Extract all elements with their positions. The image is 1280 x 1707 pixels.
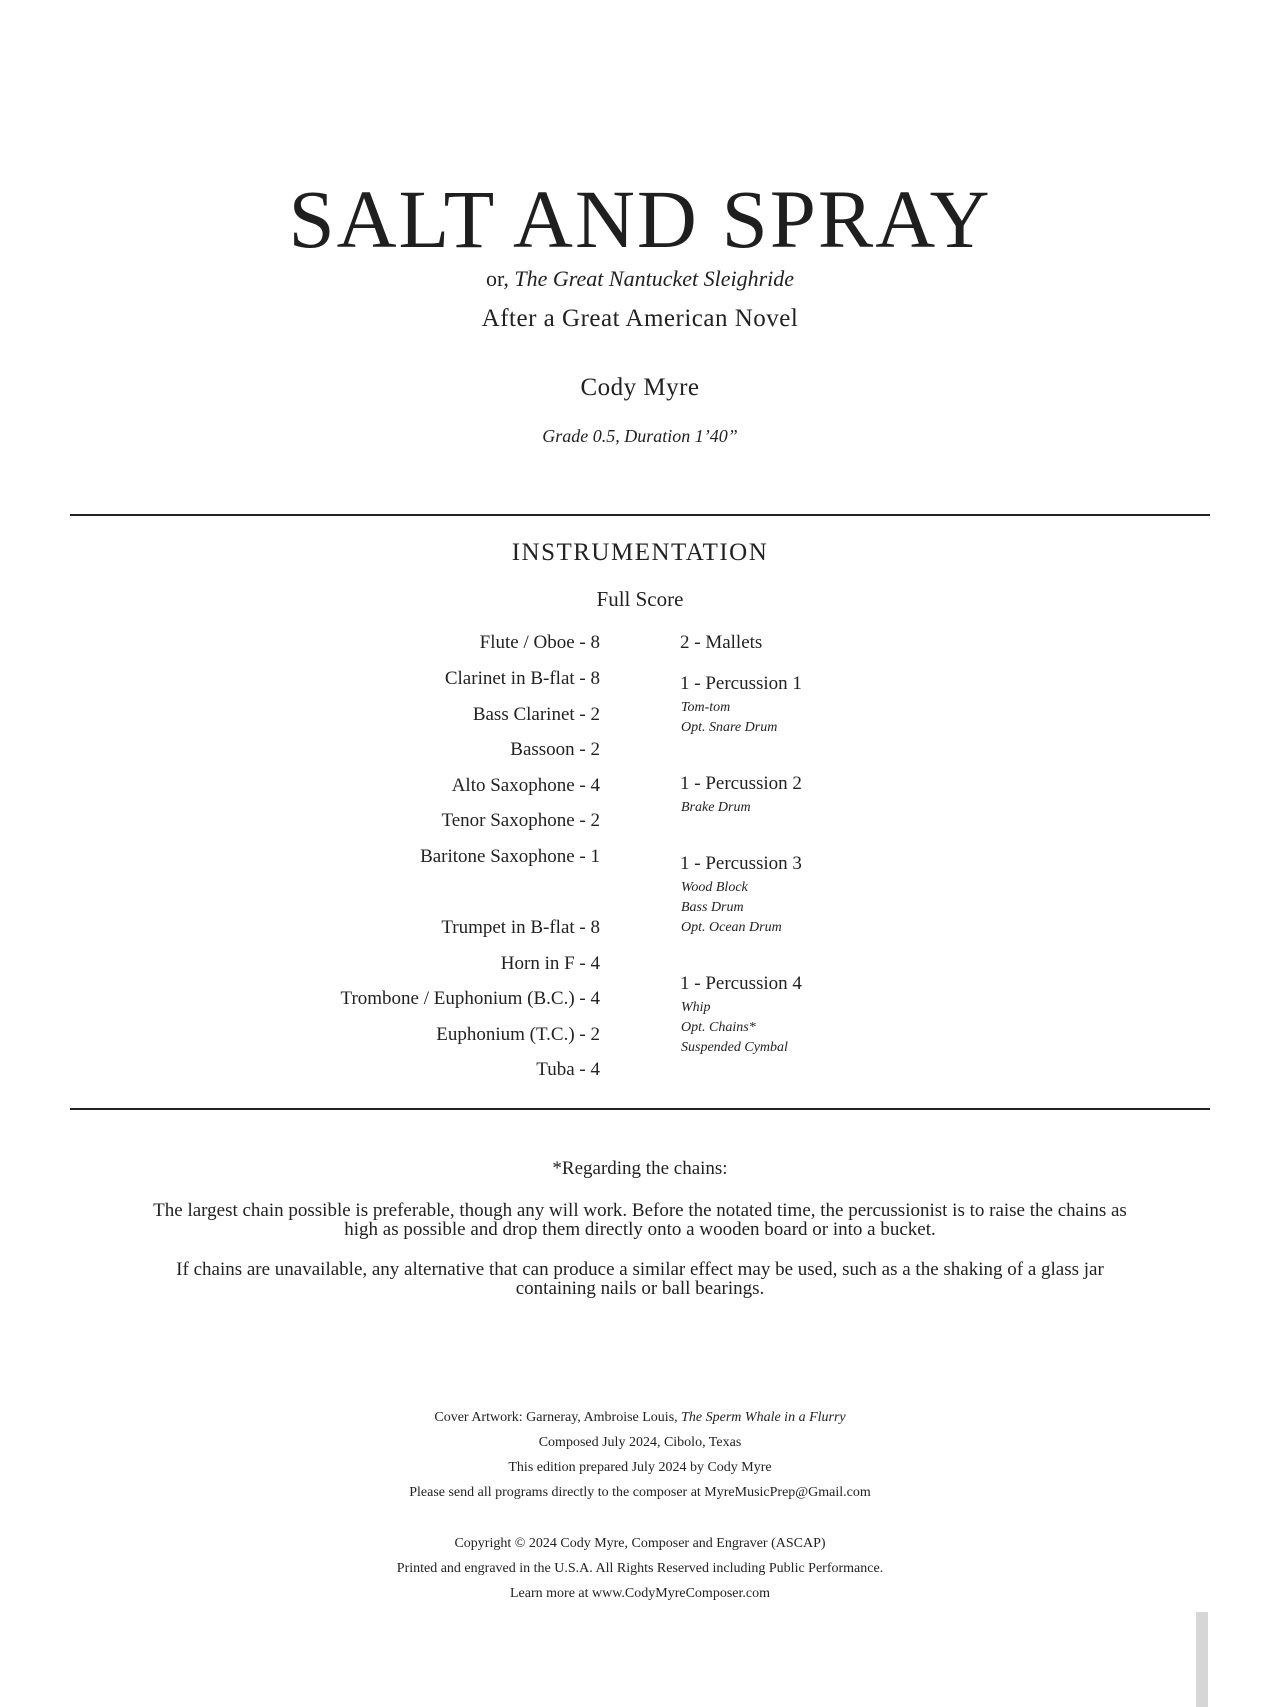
percussion-3-item: Bass Drum	[681, 900, 744, 915]
percussion-4-item: Suspended Cymbal	[681, 1040, 788, 1055]
percussion-1-item: Opt. Snare Drum	[681, 720, 778, 735]
chains-note-paragraph-2	[0, 1260, 1280, 1298]
percussion-4: 1 - Percussion 4	[680, 973, 802, 994]
percussion-3-item: Opt. Ocean Drum	[681, 920, 782, 935]
composed-line: Composed July 2024, Cibolo, Texas	[538, 1435, 742, 1450]
divider-top	[70, 514, 1210, 516]
scrollbar-thumb[interactable]	[1196, 1612, 1208, 1707]
instrument-bass-clarinet: Bass Clarinet - 2	[472, 704, 600, 725]
programs-line: Please send all programs directly to the composer at MyreMusicPrep@Gmail.com	[409, 1485, 871, 1500]
instrument-tenor-sax: Tenor Saxophone - 2	[441, 810, 600, 831]
edition-line: This edition prepared July 2024 by Cody Myre	[508, 1460, 772, 1475]
instrument-trombone: Trombone / Euphonium (B.C.) - 4	[340, 988, 600, 1009]
subtitle-prefix: or,	[485, 266, 509, 291]
subtitle-italic: The Great Nantucket Sleighride	[514, 266, 795, 291]
instrument-tuba: Tuba - 4	[536, 1059, 600, 1080]
learn-more-line: Learn more at www.CodyMyreComposer.com	[510, 1586, 770, 1601]
cover-prefix: Cover Artwork: Garneray, Ambroise Louis,	[434, 1410, 678, 1425]
percussion-4-item: Opt. Chains*	[681, 1020, 756, 1035]
cover-artwork-credit	[0, 1411, 1280, 1425]
chains-note-line: high as possible and drop them directly onto a wooden board or into a bucket.	[344, 1219, 936, 1240]
chains-note-paragraph-1	[0, 1201, 1280, 1239]
chains-note-heading: *Regarding the chains:	[552, 1158, 728, 1179]
percussion-4-item: Whip	[681, 1000, 711, 1015]
instrument-euphonium-tc: Euphonium (T.C.) - 2	[436, 1024, 600, 1045]
percussion-3-item: Wood Block	[681, 880, 748, 895]
chains-note-line: containing nails or ball bearings.	[515, 1278, 765, 1299]
percussion-2: 1 - Percussion 2	[680, 773, 802, 794]
divider-bottom	[70, 1108, 1210, 1110]
copyright-line: Copyright © 2024 Cody Myre, Composer and Engraver (ASCAP)	[454, 1536, 826, 1551]
percussion-1: 1 - Percussion 1	[680, 673, 802, 694]
instrumentation-heading: INSTRUMENTATION	[511, 539, 769, 566]
composer-name: Cody Myre	[580, 374, 700, 401]
grade-duration: Grade 0.5, Duration 1’40”	[542, 426, 738, 446]
instrument-bari-sax: Baritone Saxophone - 1	[420, 846, 600, 867]
percussion-1-item: Tom-tom	[681, 700, 731, 715]
instrument-horn: Horn in F - 4	[500, 953, 600, 974]
instrument-flute-oboe: Flute / Oboe - 8	[479, 632, 600, 653]
full-score-label: Full Score	[596, 587, 684, 611]
subtitle	[0, 268, 1280, 290]
chains-note-line: The largest chain possible is preferable, though any will work. Before the notated time, the percussionist is to raise the chains as	[153, 1200, 1127, 1221]
printed-line: Printed and engraved in the U.S.A. All Rights Reserved including Public Performance.	[396, 1561, 884, 1576]
percussion-2-item: Brake Drum	[681, 800, 751, 815]
instrument-clarinet: Clarinet in B-flat - 8	[444, 668, 600, 689]
chains-note-line: If chains are unavailable, any alternative that can produce a similar effect may be used, such as a the shaking of a glass jar	[176, 1259, 1104, 1280]
after-line: After a Great American Novel	[481, 305, 799, 332]
instrument-trumpet: Trumpet in B-flat - 8	[441, 917, 600, 938]
instrument-bassoon: Bassoon - 2	[510, 739, 600, 760]
page-title: SALT AND SPRAY	[288, 173, 992, 265]
percussion-mallets: 2 - Mallets	[680, 632, 763, 653]
percussion-3: 1 - Percussion 3	[680, 853, 802, 874]
instrument-alto-sax: Alto Saxophone - 4	[451, 775, 600, 796]
cover-title: The Sperm Whale in a Flurry	[681, 1410, 846, 1425]
